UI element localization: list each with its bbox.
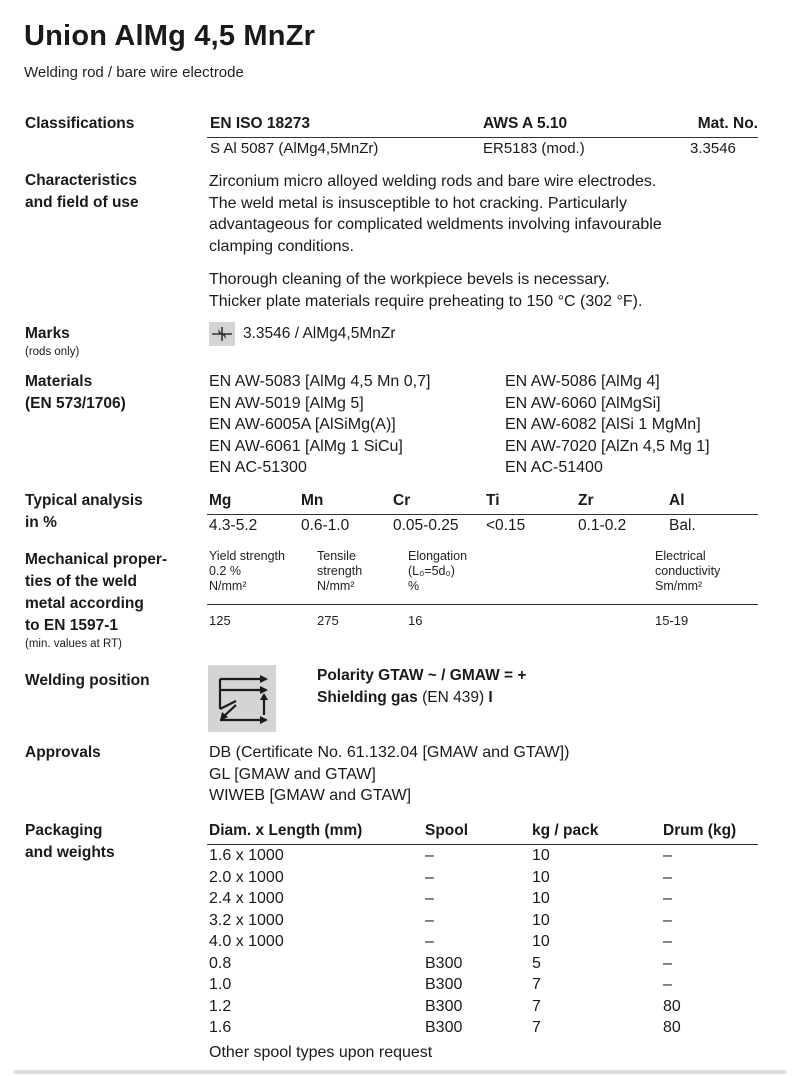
- table-cell: –: [663, 954, 672, 972]
- table-cell: –: [663, 911, 672, 929]
- text-line: Thicker plate materials require preheating to 150 °C (302 °F).: [209, 292, 643, 310]
- header-line: N/mm²: [209, 579, 247, 593]
- classification-header-matno: Mat. No.: [697, 115, 758, 132]
- table-cell: 5: [532, 954, 541, 972]
- table-cell: 7: [532, 976, 541, 993]
- characteristics-label-line1: Characteristics: [25, 172, 138, 189]
- header-line: Elongation: [408, 549, 468, 563]
- approval-item: WIWEB [GMAW and GTAW]: [209, 787, 412, 804]
- table-cell: 1.6 x 1000: [209, 847, 284, 864]
- packaging-col-kg: [532, 845, 550, 1039]
- mechanical-header-tensile: [317, 549, 362, 594]
- material-item: EN AW-6082 [AlSi 1 MgMn]: [505, 416, 701, 433]
- mechanical-label: [25, 549, 167, 637]
- header-line: (L₀=5d₀): [408, 564, 455, 578]
- table-cell: 7: [532, 1019, 541, 1036]
- header-line: %: [408, 579, 420, 593]
- material-item: EN AC-51400: [505, 459, 603, 476]
- header-line: Tensile: [317, 549, 356, 563]
- table-cell: B300: [425, 954, 463, 972]
- table-cell: 3.2 x 1000: [209, 911, 284, 929]
- table-cell: 80: [663, 1019, 681, 1036]
- analysis-value-mg: 4.3-5.2: [209, 517, 258, 534]
- packaging-footer: Other spool types upon request: [209, 1044, 433, 1061]
- mechanical-note: (min. values at RT): [25, 638, 122, 650]
- material-item: EN AW-6005A [AlSiMg(A)]: [209, 416, 396, 433]
- analysis-header-cr: Cr: [393, 492, 411, 509]
- table-cell: B300: [425, 1019, 463, 1036]
- table-cell: 10: [532, 847, 550, 864]
- material-item: EN AC-51300: [209, 459, 307, 476]
- packaging-header-spool: Spool: [425, 822, 469, 839]
- packaging-col-spool: [425, 845, 462, 1039]
- welding-position-label: Welding position: [25, 672, 150, 689]
- mechanical-header-yield: [209, 549, 285, 594]
- materials-label-line2: (EN 573/1706): [25, 395, 126, 412]
- header-line: 0.2 %: [209, 564, 241, 578]
- table-cell: 80: [663, 997, 681, 1015]
- text-line: Zirconium micro alloyed welding rods and bare wire electrodes.: [209, 173, 657, 190]
- header-line: Electrical: [655, 549, 706, 563]
- classifications-label: Classifications: [25, 115, 135, 132]
- table-cell: –: [663, 890, 672, 907]
- table-cell: –: [663, 933, 672, 950]
- mechanical-header-conductivity: [655, 549, 720, 594]
- shielding-gas-value: I: [488, 689, 493, 706]
- analysis-label-line2: in %: [25, 514, 57, 531]
- text-line: The weld metal is insusceptible to hot cracking. Particularly: [209, 194, 627, 212]
- table-cell: –: [663, 847, 672, 864]
- analysis-header-al: Al: [669, 492, 685, 509]
- mechanical-label-line: to EN 1597-1: [25, 617, 119, 634]
- marks-note: (rods only): [25, 346, 80, 358]
- material-item: EN AW-6061 [AlMg 1 SiCu]: [209, 437, 403, 455]
- table-cell: –: [663, 868, 672, 886]
- mechanical-value-elongation: 16: [408, 613, 423, 628]
- packaging-label-line2: and weights: [25, 844, 115, 861]
- mechanical-label-line: metal according: [25, 595, 144, 612]
- page-title: Union AlMg 4,5 MnZr: [24, 20, 316, 52]
- page-bottom-divider: [14, 1070, 786, 1074]
- mechanical-header-elongation: [408, 549, 467, 594]
- shielding-gas-norm: (EN 439): [422, 689, 485, 706]
- analysis-header-mn: Mn: [301, 492, 324, 509]
- text-line: Thorough cleaning of the workpiece bevels is necessary.: [209, 271, 610, 288]
- table-cell: 10: [532, 933, 550, 950]
- material-item: EN AW-5083 [AlMg 4,5 Mn 0,7]: [209, 373, 431, 390]
- analysis-value-mn: 0.6-1.0: [301, 517, 350, 534]
- table-cell: 7: [532, 997, 541, 1015]
- characteristics-label: [25, 170, 139, 214]
- table-cell: B300: [425, 976, 463, 993]
- analysis-label: [25, 490, 143, 534]
- shielding-gas-text: [317, 687, 493, 709]
- mechanical-label-line: Mechanical proper-: [25, 551, 168, 568]
- analysis-value-cr: 0.05-0.25: [393, 517, 459, 534]
- header-line: Sm/mm²: [655, 579, 703, 593]
- approval-item: GL [GMAW and GTAW]: [209, 765, 376, 783]
- packaging-col-drum: [663, 845, 681, 1039]
- mechanical-rule: [207, 604, 758, 605]
- table-cell: –: [425, 890, 434, 907]
- table-cell: 4.0 x 1000: [209, 933, 284, 950]
- approvals-label: Approvals: [25, 744, 101, 761]
- table-cell: 2.0 x 1000: [209, 868, 284, 886]
- mechanical-label-line: ties of the weld: [25, 573, 137, 590]
- shielding-gas-label: Shielding gas: [317, 689, 418, 706]
- header-line: N/mm²: [317, 579, 355, 593]
- material-item: EN AW-6060 [AlMgSi]: [505, 394, 661, 412]
- classification-value-aws: ER5183 (mod.): [483, 140, 585, 157]
- header-line: conductivity: [655, 564, 721, 578]
- classification-value-iso: S Al 5087 (AlMg4,5MnZr): [210, 140, 379, 157]
- marks-value: 3.3546 / AlMg4,5MnZr: [243, 325, 396, 342]
- material-item: EN AW-5019 [AlMg 5]: [209, 394, 364, 412]
- analysis-value-ti: <0.15: [486, 517, 526, 534]
- marking-symbol-icon: [209, 322, 235, 346]
- mechanical-value-yield: 125: [209, 613, 231, 628]
- materials-left-list: [209, 371, 430, 479]
- polarity-text: Polarity GTAW ~ / GMAW = +: [317, 667, 527, 684]
- packaging-header-diam: Diam. x Length (mm): [209, 822, 363, 839]
- table-cell: –: [663, 976, 672, 993]
- packaging-header-kg: kg / pack: [532, 822, 599, 839]
- table-cell: 0.8: [209, 954, 232, 972]
- approval-item: DB (Certificate No. 61.132.04 [GMAW and GTAW]): [209, 744, 570, 761]
- table-cell: 1.2: [209, 997, 232, 1015]
- analysis-label-line1: Typical analysis: [25, 492, 143, 509]
- characteristics-paragraph-2: [209, 269, 642, 312]
- analysis-value-al: Bal.: [669, 517, 696, 534]
- header-line: Yield strength: [209, 549, 285, 563]
- table-cell: B300: [425, 997, 463, 1015]
- packaging-label: [25, 820, 115, 864]
- packaging-header-drum: Drum (kg): [663, 822, 737, 839]
- marks-label: Marks: [25, 325, 70, 342]
- analysis-header-mg: Mg: [209, 492, 232, 509]
- classification-value-matno: 3.3546: [690, 140, 736, 157]
- table-cell: –: [425, 868, 434, 886]
- analysis-header-zr: Zr: [578, 492, 594, 509]
- material-item: EN AW-5086 [AlMg 4]: [505, 373, 660, 390]
- mechanical-value-tensile: 275: [317, 613, 339, 628]
- table-cell: 10: [532, 911, 550, 929]
- text-line: clamping conditions.: [209, 237, 354, 255]
- classification-header-aws: AWS A 5.10: [483, 115, 568, 132]
- table-cell: –: [425, 911, 434, 929]
- table-cell: 10: [532, 890, 550, 907]
- characteristics-paragraph-1: [209, 171, 662, 257]
- materials-right-list: [505, 371, 710, 479]
- packaging-label-line1: Packaging: [25, 822, 103, 839]
- characteristics-label-line2: and field of use: [25, 194, 139, 211]
- text-line: advantageous for complicated weldments involving infavourable: [209, 216, 662, 233]
- materials-label: [25, 371, 126, 415]
- table-cell: 10: [532, 868, 550, 886]
- table-cell: 1.6: [209, 1019, 232, 1036]
- analysis-header-ti: Ti: [486, 492, 500, 509]
- packaging-col-diam: [209, 845, 284, 1039]
- table-cell: –: [425, 933, 434, 950]
- table-cell: –: [425, 847, 434, 864]
- materials-label-line1: Materials: [25, 373, 93, 390]
- page-subtitle: Welding rod / bare wire electrode: [24, 64, 244, 81]
- approvals-list: [209, 742, 569, 807]
- analysis-value-zr: 0.1-0.2: [578, 517, 627, 534]
- header-line: strength: [317, 564, 363, 578]
- mechanical-value-conductivity: 15-19: [655, 613, 689, 628]
- material-item: EN AW-7020 [AlZn 4,5 Mg 1]: [505, 437, 710, 455]
- table-cell: 1.0: [209, 976, 232, 993]
- classification-header-iso: EN ISO 18273: [210, 115, 310, 132]
- table-cell: 2.4 x 1000: [209, 890, 284, 907]
- welding-positions-icon: [208, 665, 276, 732]
